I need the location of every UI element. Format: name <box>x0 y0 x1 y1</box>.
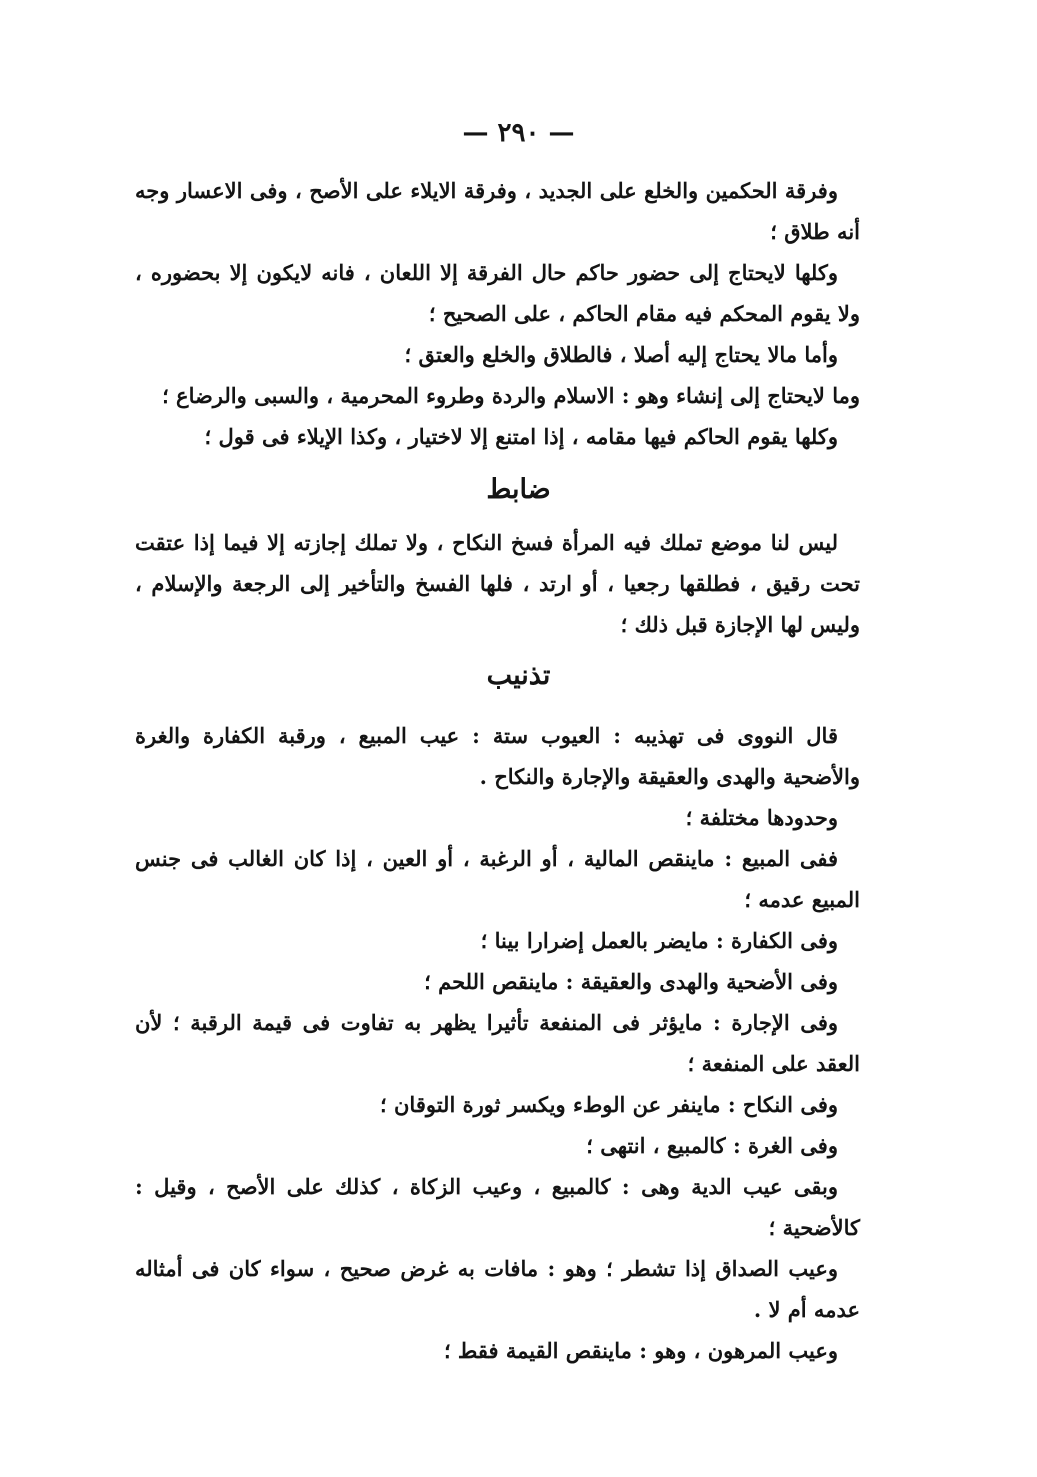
paragraph: وأما مالا يحتاج إليه أصلا ، فالطلاق والخلع والعتق ؛ <box>404 342 838 367</box>
paragraph: وبقى عيب الدية وهى : كالمبيع ، وعيب الزكاة ، كذلك على الأصح ، وقيل : كالأضحية ؛ <box>135 1174 860 1240</box>
paragraph: وكلها يقوم الحاكم فيها مقامه ، إذا امتنع إلا لاختيار ، وكذا الإيلاء فى قول ؛ <box>204 424 838 449</box>
paragraph: وفى الإجارة : مايؤثر فى المنفعة تأثيرا يظهر به تفاوت فى قيمة الرقبة ؛ لأن العقد على المنفعة ؛ <box>135 1010 860 1076</box>
paragraph: وعيب الصداق إذا تشطر ؛ وهو : مافات به غرض صحيح ، سواء كان فى أمثاله عدمه أم لا . <box>135 1256 860 1322</box>
paragraph: وعيب المرهون ، وهو : ماينقص القيمة فقط ؛ <box>443 1338 838 1363</box>
section-intro <box>135 170 860 457</box>
paragraph: وفى الأضحية والهدى والعقيقة : ماينقص اللحم ؛ <box>424 969 838 994</box>
page-number: — ٢٩٠ — <box>462 118 575 148</box>
paragraph: ففى المبيع : ماينقص المالية ، أو الرغبة ، أو العين ، إذا كان الغالب فى جنس المبيع عدمه ؛ <box>135 846 860 912</box>
section-dabit-body <box>135 522 860 645</box>
heading-tadhnib: تذنيب <box>486 660 551 691</box>
paragraph: وفى الكفارة : مايضر بالعمل إضرارا بينا ؛ <box>480 928 838 953</box>
paragraph: وكلها لايحتاج إلى حضور حاكم حال الفرقة إلا اللعان ، فانه لايكون إلا بحضوره ، ولا يقوم المحكم فيه مقام الحاكم ، على الصحيح ؛ <box>135 260 860 326</box>
paragraph: ليس لنا موضع تملك فيه المرأة فسخ النكاح ، ولا تملك إجازته إلا فيما إذا عتقت تحت رقيق ، فطلقها رجعيا ، أو ارتد ، فلها الفسخ والتأخير إلى الرجعة والإسلام ، وليس لها الإجازة قبل ذلك ؛ <box>135 530 860 637</box>
paragraph: وفى النكاح : ماينفر عن الوطء ويكسر ثورة التوقان ؛ <box>380 1092 838 1117</box>
paragraph: وفرقة الحكمين والخلع على الجديد ، وفرقة الايلاء على الأصح ، وفى الاعسار وجه أنه طلاق ؛ <box>135 178 860 244</box>
paragraph: وحدودها مختلفة ؛ <box>685 805 838 830</box>
heading-dabit: ضابط <box>486 474 551 505</box>
paragraph: قال النووى فى تهذيبه : العيوب ستة : عيب المبيع ، ورقبة الكفارة والغرة والأضحية والهدى والعقيقة والإجارة والنكاح . <box>135 723 860 789</box>
paragraph: وما لايحتاج إلى إنشاء وهو : الاسلام والردة وطروء المحرمية ، والسبى والرضاع ؛ <box>162 383 860 408</box>
section-tadhnib-body <box>135 715 860 1371</box>
paragraph: وفى الغرة : كالمبيع ، انتهى ؛ <box>586 1133 838 1158</box>
